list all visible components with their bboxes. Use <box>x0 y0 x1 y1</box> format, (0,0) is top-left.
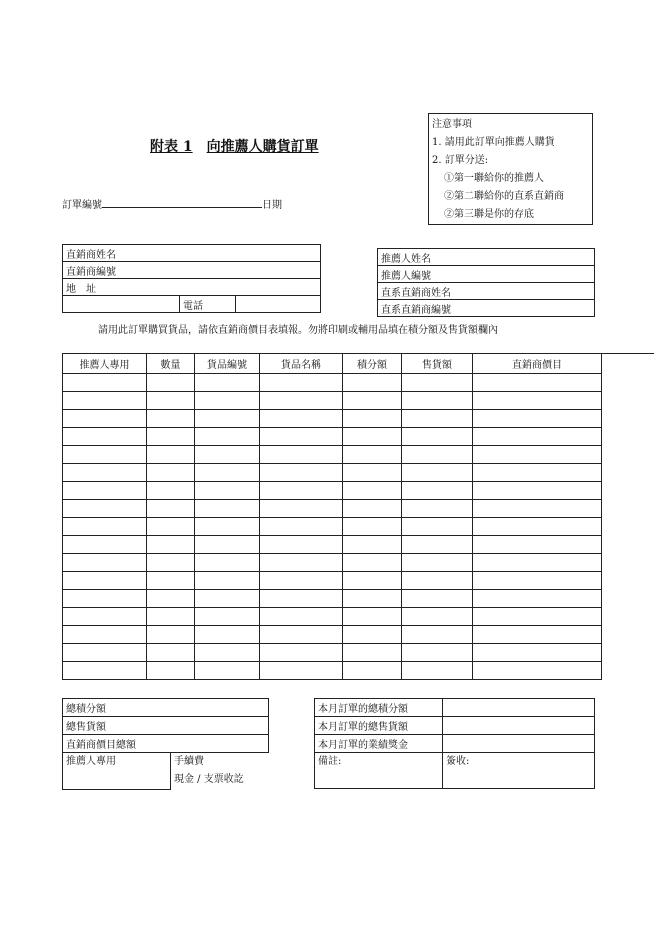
total-price-label: 直銷商價目總額 <box>66 740 136 751</box>
grid-cell[interactable] <box>402 482 473 500</box>
grid-cell[interactable] <box>147 374 195 392</box>
grid-cell[interactable] <box>260 662 343 680</box>
upline-name-label: 直系直銷商姓名 <box>381 287 451 299</box>
address-cell[interactable] <box>63 279 321 296</box>
upline-name-cell[interactable] <box>378 283 595 300</box>
table-row <box>63 482 602 500</box>
grid-cell[interactable] <box>147 644 195 662</box>
col-price: 直銷商價目 <box>473 354 602 374</box>
month-bonus-label: 本月訂單的業績獎金 <box>315 735 443 753</box>
grid-cell[interactable] <box>343 374 402 392</box>
grid-cell[interactable] <box>402 500 473 518</box>
grid-cell[interactable] <box>260 446 343 464</box>
grid-cell[interactable] <box>195 572 260 590</box>
month-points-field[interactable] <box>443 699 595 717</box>
grid-cell[interactable] <box>260 482 343 500</box>
grid-cell[interactable] <box>63 428 147 446</box>
grid-cell[interactable] <box>195 644 260 662</box>
grid-cell[interactable] <box>473 572 602 590</box>
sponsor-name-cell[interactable] <box>378 249 595 266</box>
grid-cell[interactable] <box>473 464 602 482</box>
date-label: 日期 <box>262 200 282 211</box>
grid-cell[interactable] <box>147 482 195 500</box>
grid-cell[interactable] <box>343 662 402 680</box>
grid-cell[interactable] <box>195 482 260 500</box>
blank-cell[interactable] <box>63 296 180 313</box>
grid-cell[interactable] <box>260 410 343 428</box>
sponsor-number-label: 推薦人編號 <box>381 270 431 282</box>
table-row <box>63 626 602 644</box>
grid-extension-line <box>594 353 654 354</box>
grid-cell[interactable] <box>147 572 195 590</box>
total-sales-label: 總售貨額 <box>66 722 106 733</box>
grid-cell[interactable] <box>343 536 402 554</box>
grid-cell[interactable] <box>195 608 260 626</box>
table-row <box>63 464 602 482</box>
table-row <box>63 572 602 590</box>
grid-cell[interactable] <box>63 608 147 626</box>
total-sales-cell[interactable] <box>63 717 269 735</box>
grid-cell[interactable] <box>195 446 260 464</box>
grid-cell[interactable] <box>63 410 147 428</box>
total-price-cell[interactable] <box>63 735 269 753</box>
distributor-info-table <box>62 244 321 313</box>
signed-cell[interactable] <box>443 753 595 789</box>
month-sales-field[interactable] <box>443 717 595 735</box>
col-sales: 售貨額 <box>402 354 473 374</box>
col-quantity: 數量 <box>147 354 195 374</box>
distributor-number-cell[interactable] <box>63 262 321 279</box>
grid-cell[interactable] <box>63 554 147 572</box>
grid-cell[interactable] <box>260 374 343 392</box>
grid-cell[interactable] <box>147 662 195 680</box>
table-row <box>63 644 602 662</box>
grid-cell[interactable] <box>343 644 402 662</box>
upline-number-cell[interactable] <box>378 300 595 317</box>
total-points-cell[interactable] <box>63 699 269 717</box>
grid-cell[interactable] <box>195 590 260 608</box>
appendix-label: 附表 1 <box>150 139 193 155</box>
table-row <box>63 410 602 428</box>
grid-cell[interactable] <box>402 554 473 572</box>
grid-cell[interactable] <box>473 410 602 428</box>
distributor-name-label: 直銷商姓名 <box>66 249 116 261</box>
grid-cell[interactable] <box>260 554 343 572</box>
grid-cell[interactable] <box>147 446 195 464</box>
table-row <box>63 446 602 464</box>
grid-cell[interactable] <box>260 518 343 536</box>
grid-cell[interactable] <box>260 536 343 554</box>
grid-cell[interactable] <box>402 644 473 662</box>
grid-cell[interactable] <box>343 590 402 608</box>
address-label: 地 址 <box>66 283 96 295</box>
grid-cell[interactable] <box>147 536 195 554</box>
grid-cell[interactable] <box>402 392 473 410</box>
grid-cell[interactable] <box>402 518 473 536</box>
grid-header-row <box>63 354 602 374</box>
item-grid <box>62 353 602 680</box>
notice-heading: 注意事項 <box>432 119 472 130</box>
grid-cell[interactable] <box>195 428 260 446</box>
grid-cell[interactable] <box>195 410 260 428</box>
notice-copy-1: ①第一聯給你的推薦人 <box>444 173 544 184</box>
grid-cell[interactable] <box>147 464 195 482</box>
sponsor-info-table <box>377 248 595 317</box>
grid-cell[interactable] <box>195 518 260 536</box>
col-points: 積分額 <box>343 354 402 374</box>
sponsor-name-label: 推薦人姓名 <box>381 253 431 265</box>
grid-cell[interactable] <box>402 464 473 482</box>
grid-cell[interactable] <box>260 626 343 644</box>
notice-line-1: 1. 請用此訂單向推薦人購貨 <box>432 137 555 148</box>
grid-cell[interactable] <box>260 590 343 608</box>
order-number-label: 訂單編號 <box>62 200 102 211</box>
grid-cell[interactable] <box>195 392 260 410</box>
grid-cell[interactable] <box>147 500 195 518</box>
fee-cell[interactable] <box>171 753 269 790</box>
sponsor-number-cell[interactable] <box>378 266 595 283</box>
grid-cell[interactable] <box>473 536 602 554</box>
table-row <box>63 554 602 572</box>
grid-cell[interactable] <box>63 662 147 680</box>
grid-cell[interactable] <box>195 554 260 572</box>
grid-cell[interactable] <box>147 590 195 608</box>
table-row <box>63 536 602 554</box>
grid-cell[interactable] <box>473 662 602 680</box>
col-item-name: 貨品名稱 <box>260 354 343 374</box>
grid-cell[interactable] <box>343 626 402 644</box>
notice-box <box>428 113 593 225</box>
grid-cell[interactable] <box>473 644 602 662</box>
grid-cell[interactable] <box>195 374 260 392</box>
month-sales-label: 本月訂單的總售貨額 <box>315 717 443 735</box>
grid-cell[interactable] <box>343 554 402 572</box>
order-number-field[interactable] <box>102 198 262 208</box>
grid-cell[interactable] <box>473 500 602 518</box>
grid-cell[interactable] <box>473 392 602 410</box>
grid-cell[interactable] <box>195 536 260 554</box>
phone-field[interactable] <box>236 296 321 313</box>
grid-cell[interactable] <box>473 518 602 536</box>
grid-cell[interactable] <box>195 464 260 482</box>
grid-cell[interactable] <box>63 374 147 392</box>
grid-cell[interactable] <box>473 626 602 644</box>
table-row <box>63 608 602 626</box>
table-row <box>63 590 602 608</box>
grid-cell[interactable] <box>63 464 147 482</box>
grid-cell[interactable] <box>402 428 473 446</box>
grid-cell[interactable] <box>343 500 402 518</box>
notice-copy-2: ②第二聯給你的直系直銷商 <box>444 191 564 202</box>
page-title <box>150 136 333 156</box>
grid-cell[interactable] <box>147 428 195 446</box>
grid-cell[interactable] <box>63 392 147 410</box>
table-row <box>63 500 602 518</box>
grid-cell[interactable] <box>260 392 343 410</box>
fee-label: 手續費 <box>174 756 204 767</box>
grid-cell[interactable] <box>473 554 602 572</box>
grid-cell[interactable] <box>195 662 260 680</box>
sponsor-use-label: 推薦人專用 <box>66 756 116 767</box>
grid-cell[interactable] <box>63 572 147 590</box>
receipt-label: 現金 / 支票收訖 <box>174 774 244 785</box>
grid-cell[interactable] <box>260 572 343 590</box>
notice-line-2: 2. 訂單分送: <box>432 155 489 166</box>
grid-cell[interactable] <box>402 608 473 626</box>
month-bonus-field[interactable] <box>443 735 595 753</box>
grid-cell[interactable] <box>473 446 602 464</box>
total-points-label: 總積分額 <box>66 704 106 715</box>
grid-cell[interactable] <box>402 662 473 680</box>
grid-cell[interactable] <box>402 590 473 608</box>
grid-cell[interactable] <box>473 374 602 392</box>
sponsor-use-cell[interactable] <box>63 753 171 790</box>
grid-cell[interactable] <box>343 428 402 446</box>
grid-cell[interactable] <box>63 518 147 536</box>
phone-label: 電話 <box>180 296 236 313</box>
grid-cell[interactable] <box>195 626 260 644</box>
grid-cell[interactable] <box>147 608 195 626</box>
table-row <box>63 662 602 680</box>
table-row <box>63 428 602 446</box>
remarks-cell[interactable] <box>315 753 443 789</box>
instruction-text: 請用此訂單購買貨品，請依直銷商價目表填報。勿將印刷或輔用品填在積分額及售貨額欄內 <box>98 325 498 336</box>
grid-cell[interactable] <box>343 572 402 590</box>
grid-cell[interactable] <box>147 518 195 536</box>
grid-cell[interactable] <box>63 626 147 644</box>
grid-cell[interactable] <box>147 392 195 410</box>
table-row <box>63 392 602 410</box>
distributor-number-label: 直銷商編號 <box>66 266 116 278</box>
grid-cell[interactable] <box>63 644 147 662</box>
summary-left-table <box>62 698 269 790</box>
distributor-name-cell[interactable] <box>63 245 321 262</box>
grid-cell[interactable] <box>260 644 343 662</box>
grid-cell[interactable] <box>63 500 147 518</box>
grid-cell[interactable] <box>402 446 473 464</box>
table-row <box>63 518 602 536</box>
notice-copy-3: ②第三聯是你的存底 <box>444 209 534 220</box>
grid-cell[interactable] <box>63 446 147 464</box>
grid-cell[interactable] <box>473 482 602 500</box>
grid-cell[interactable] <box>402 374 473 392</box>
col-item-number: 貨品編號 <box>195 354 260 374</box>
grid-cell[interactable] <box>147 626 195 644</box>
grid-cell[interactable] <box>402 536 473 554</box>
form-title: 向推薦人購貨訂單 <box>206 139 319 155</box>
grid-cell[interactable] <box>260 500 343 518</box>
grid-cell[interactable] <box>473 590 602 608</box>
grid-cell[interactable] <box>63 536 147 554</box>
grid-cell[interactable] <box>473 608 602 626</box>
grid-cell[interactable] <box>343 464 402 482</box>
month-points-label: 本月訂單的總積分額 <box>315 699 443 717</box>
grid-cell[interactable] <box>63 590 147 608</box>
grid-cell[interactable] <box>195 500 260 518</box>
grid-cell[interactable] <box>343 446 402 464</box>
grid-cell[interactable] <box>343 392 402 410</box>
grid-cell[interactable] <box>402 410 473 428</box>
grid-cell[interactable] <box>260 608 343 626</box>
grid-cell[interactable] <box>147 554 195 572</box>
grid-cell[interactable] <box>402 572 473 590</box>
table-row <box>63 374 602 392</box>
grid-cell[interactable] <box>147 410 195 428</box>
grid-cell[interactable] <box>343 518 402 536</box>
grid-cell[interactable] <box>343 608 402 626</box>
grid-cell[interactable] <box>473 428 602 446</box>
grid-cell[interactable] <box>260 464 343 482</box>
grid-cell[interactable] <box>343 410 402 428</box>
order-number-row <box>62 196 282 211</box>
grid-cell[interactable] <box>402 626 473 644</box>
upline-number-label: 直系直銷商編號 <box>381 304 451 316</box>
grid-cell[interactable] <box>63 482 147 500</box>
remarks-label: 備註: <box>318 756 342 767</box>
grid-cell[interactable] <box>260 428 343 446</box>
grid-cell[interactable] <box>343 482 402 500</box>
summary-right-table <box>314 698 595 789</box>
signed-label: 簽收: <box>446 756 470 767</box>
col-sponsor-use: 推薦人專用 <box>63 354 147 374</box>
